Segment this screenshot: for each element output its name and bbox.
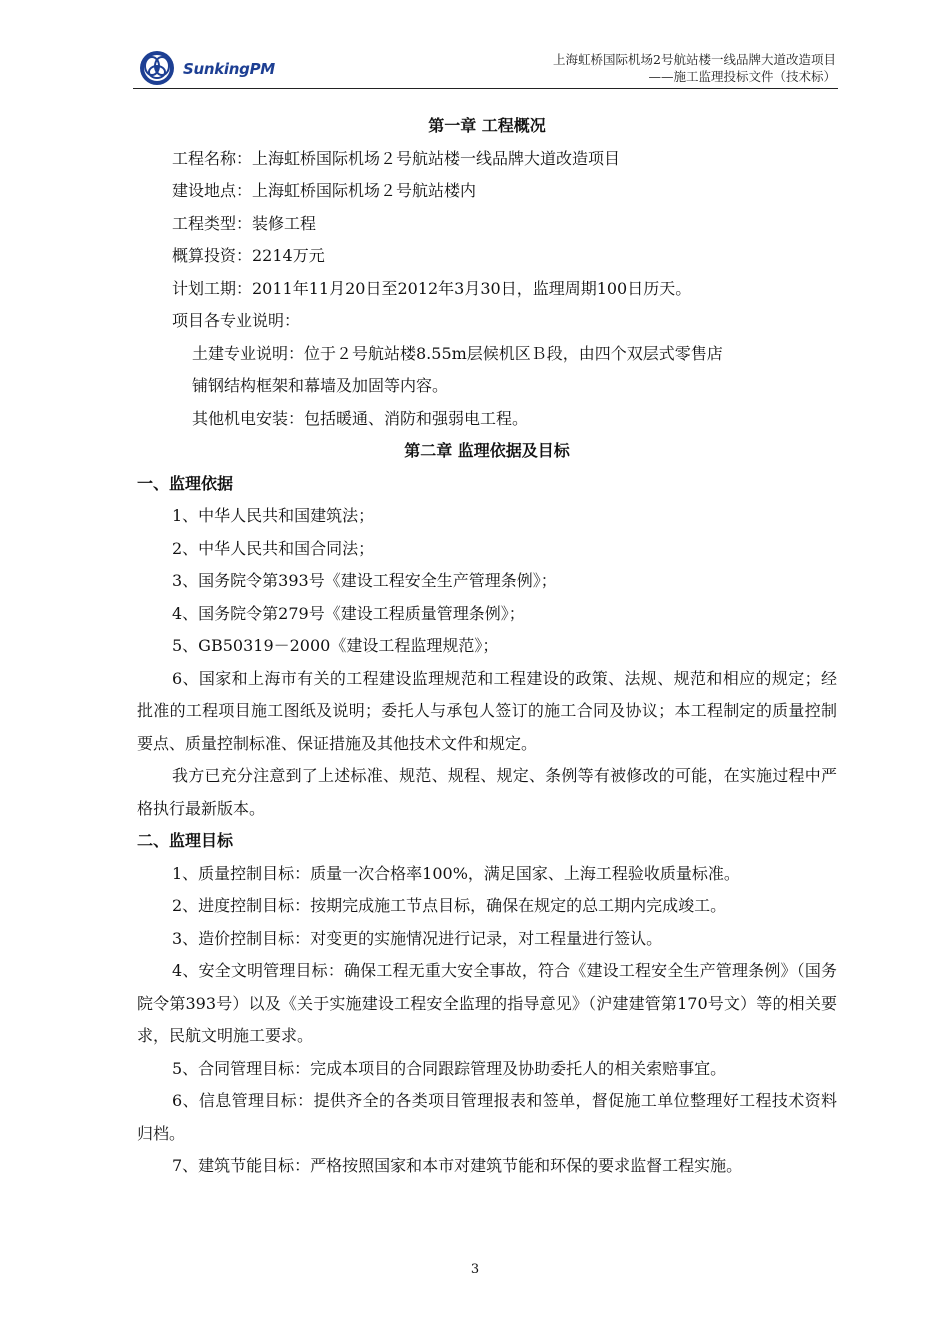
header-title-line2: ——施工监理投标文件（技术标） bbox=[648, 69, 836, 84]
basis-item: 4、国务院令第279号《建设工程质量管理条例》； bbox=[172, 603, 525, 623]
civil-description: 土建专业说明：位于２号航站楼8.55m层候机区Ｂ段，由四个双层式零售店 bbox=[192, 343, 723, 363]
goal-item: 4、安全文明管理目标：确保工程无重大安全事故，符合《建设工程安全生产管理条例》（国务院令第393号）以及《关于实施建设工程安全监理的指导意见》（沪建建管第170号文）等的相关要求，民航文明施工要求。 bbox=[137, 961, 837, 1045]
project-type: 工程类型：装修工程 bbox=[172, 213, 317, 233]
logo-emblem-icon bbox=[133, 46, 183, 88]
mep-description: 其他机电安装：包括暖通、消防和强弱电工程。 bbox=[192, 408, 529, 428]
project-budget: 概算投资：2214万元 bbox=[172, 246, 325, 265]
page-number: 3 bbox=[470, 1262, 480, 1277]
project-disciplines: 项目各专业说明： bbox=[172, 311, 301, 330]
goal-item: 5、合同管理目标：完成本项目的合同跟踪管理及协助委托人的相关索赔事宜。 bbox=[172, 1058, 727, 1078]
basis-item: 2、中华人民共和国合同法； bbox=[172, 538, 375, 558]
goal-item: 6、信息管理目标：提供齐全的各类项目管理报表和签单，督促施工单位整理好工程技术资料归档。 bbox=[137, 1091, 837, 1143]
section-goals-title: 二、监理目标 bbox=[137, 831, 234, 850]
logo-text: SunkingPM bbox=[183, 60, 275, 78]
company-logo bbox=[133, 46, 293, 88]
document-body bbox=[137, 110, 837, 1183]
basis-item: 5、GB50319－2000《建设工程监理规范》； bbox=[172, 636, 499, 655]
basis-note: 我方已充分注意到了上述标准、规范、规程、规定、条例等有被修改的可能，在实施过程中严格执行最新版本。 bbox=[137, 766, 837, 818]
goal-item: 7、建筑节能目标：严格按照国家和本市对建筑节能和环保的要求监督工程实施。 bbox=[172, 1156, 743, 1175]
basis-item: 6、国家和上海市有关的工程建设监理规范和工程建设的政策、法规、规范和相应的规定；经批准的工程项目施工图纸及说明；委托人与承包人签订的施工合同及协议；本工程制定的质量控制要点、质量控制标准、保证措施及其他技术文件和规定。 bbox=[137, 668, 837, 753]
header-title bbox=[553, 51, 836, 85]
goal-item: 1、质量控制目标：质量一次合格率100%，满足国家、上海工程验收质量标准。 bbox=[172, 863, 740, 883]
basis-item: 1、中华人民共和国建筑法； bbox=[172, 506, 375, 525]
goal-item: 3、造价控制目标：对变更的实施情况进行记录，对工程量进行签认。 bbox=[172, 928, 663, 948]
goal-item: 2、进度控制目标：按期完成施工节点目标，确保在规定的总工期内完成竣工。 bbox=[172, 896, 727, 915]
page-header bbox=[133, 46, 838, 89]
basis-item: 3、国务院令第393号《建设工程安全生产管理条例》； bbox=[172, 571, 557, 590]
header-title-line1: 上海虹桥国际机场2号航站楼一线品牌大道改造项目 bbox=[553, 52, 836, 67]
project-name: 工程名称：上海虹桥国际机场２号航站楼一线品牌大道改造项目 bbox=[172, 148, 621, 168]
chapter1-title: 第一章 工程概况 bbox=[428, 116, 546, 135]
project-location: 建设地点：上海虹桥国际机场２号航站楼内 bbox=[172, 181, 477, 200]
civil-description-cont: 铺钢结构框架和幕墙及加固等内容。 bbox=[192, 376, 449, 395]
section-basis-title: 一、监理依据 bbox=[137, 473, 234, 493]
chapter2-title: 第二章 监理依据及目标 bbox=[404, 441, 570, 460]
project-schedule: 计划工期：2011年11月20日至2012年3月30日，监理周期100日历天。 bbox=[172, 278, 692, 298]
